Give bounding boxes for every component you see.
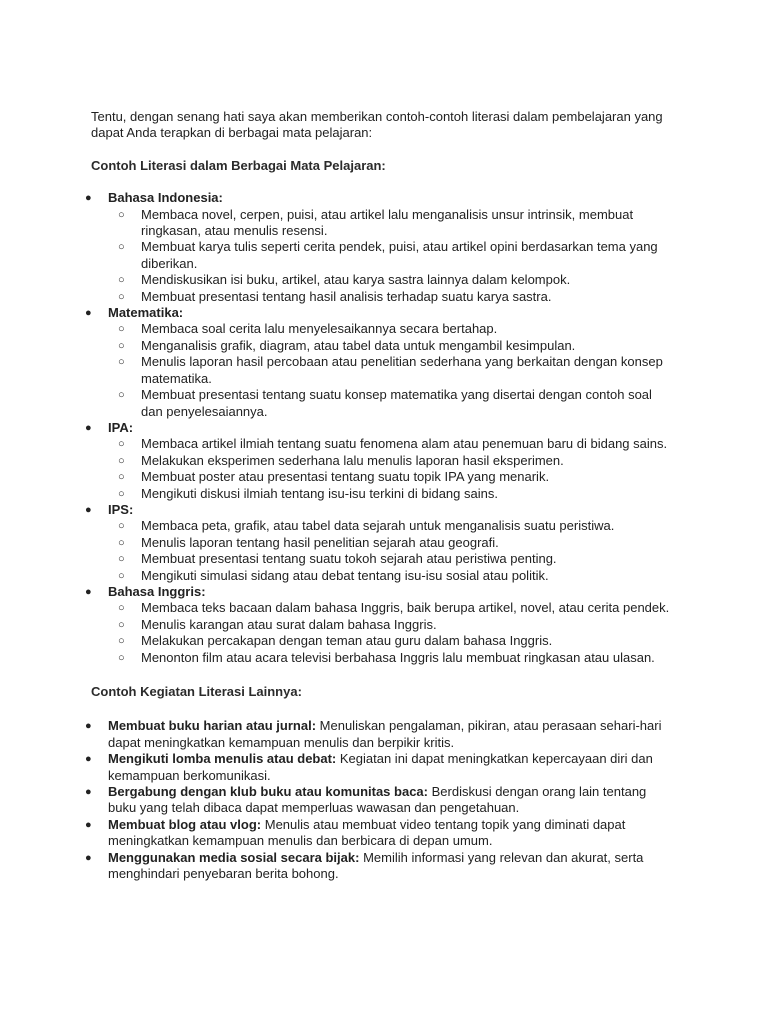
sublist-item — [108, 354, 677, 387]
sublist-item-text: Membaca soal cerita lalu menyelesaikannya secara bertahap. — [141, 321, 498, 337]
sublist-item — [108, 518, 677, 534]
hollow-bullet-icon: ○ — [118, 389, 125, 402]
activity-item — [85, 849, 677, 883]
sublist-item-text: Membuat presentasi tentang suatu tokoh sejarah atau peristiwa penting. — [141, 551, 557, 567]
filled-bullet-icon: ● — [85, 786, 92, 799]
activity-title: Bergabung dengan klub buku atau komunitas baca: — [108, 784, 428, 800]
hollow-bullet-icon: ○ — [118, 569, 125, 582]
activity-title: Membuat blog atau vlog: — [108, 816, 262, 832]
filled-bullet-icon: ● — [85, 720, 92, 733]
subject-sublist — [108, 207, 677, 305]
sublist-item — [108, 617, 677, 633]
sublist-item-text: Menulis karangan atau surat dalam bahasa Inggris. — [141, 616, 437, 632]
activity-title: Membuat buku harian atau jurnal: — [108, 718, 317, 734]
sublist-item — [108, 272, 677, 288]
hollow-bullet-icon: ○ — [118, 618, 125, 631]
activity-title: Mengikuti lomba menulis atau debat: — [108, 751, 337, 767]
document-page — [85, 109, 677, 882]
sublist-item — [108, 436, 677, 452]
subject-title: Bahasa Inggris: — [108, 583, 206, 599]
hollow-bullet-icon: ○ — [118, 651, 125, 664]
filled-bullet-icon: ● — [85, 503, 92, 516]
hollow-bullet-icon: ○ — [118, 487, 125, 500]
sublist-item-text: Menonton film atau acara televisi berbahasa Inggris lalu membuat ringkasan atau ulasan. — [141, 649, 655, 665]
activity-title: Menggunakan media sosial secara bijak: — [108, 849, 360, 865]
sublist-item-text: Membuat presentasi tentang suatu konsep matematika yang disertai dengan contoh soal dan penyelesaiannya. — [141, 387, 652, 419]
sublist-item — [108, 486, 677, 502]
sublist-item — [108, 338, 677, 354]
filled-bullet-icon: ● — [85, 818, 92, 831]
sublist-item-text: Membuat presentasi tentang hasil analisis terhadap suatu karya sastra. — [141, 288, 552, 304]
subject-sublist — [108, 436, 677, 502]
sublist-item — [108, 600, 677, 616]
sublist-item-text: Mengikuti diskusi ilmiah tentang isu-isu terkini di bidang sains. — [141, 485, 498, 501]
sublist-item — [108, 469, 677, 485]
subject-sublist — [108, 518, 677, 584]
subject-title: IPS: — [108, 501, 134, 517]
sublist-item-text: Menulis laporan hasil percobaan atau penelitian sederhana yang berkaitan dengan konsep matematika. — [141, 354, 663, 386]
subject-title: Matematika: — [108, 305, 184, 321]
subject-item — [85, 190, 677, 305]
hollow-bullet-icon: ○ — [118, 536, 125, 549]
sublist-item — [108, 568, 677, 584]
hollow-bullet-icon: ○ — [118, 635, 125, 648]
filled-bullet-icon: ● — [85, 192, 92, 205]
activity-item — [85, 816, 677, 850]
filled-bullet-icon: ● — [85, 585, 92, 598]
sublist-item — [108, 535, 677, 551]
activity-text: Kegiatan ini dapat meningkatkan kepercayaan diri dan kemampuan berkomunikasi. — [108, 751, 653, 783]
filled-bullet-icon: ● — [85, 421, 92, 434]
sublist-item-text: Membuat poster atau presentasi tentang suatu topik IPA yang menarik. — [141, 469, 550, 485]
sublist-item — [108, 289, 677, 305]
hollow-bullet-icon: ○ — [118, 438, 125, 451]
subject-title: Bahasa Indonesia: — [108, 190, 223, 206]
activity-item — [85, 718, 677, 751]
section-heading-activities: Contoh Kegiatan Literasi Lainnya: — [91, 684, 302, 699]
activity-text: Menuliskan pengalaman, pikiran, atau perasaan sehari-hari dapat meningkatkan kemampuan menulis dan berpikir kritis. — [108, 718, 662, 750]
sublist-item-text: Melakukan percakapan dengan teman atau guru dalam bahasa Inggris. — [141, 633, 553, 649]
activity-item — [85, 784, 677, 817]
sublist-item-text: Mendiskusikan isi buku, artikel, atau karya sastra lainnya dalam kelompok. — [141, 272, 571, 288]
sublist-item — [108, 633, 677, 649]
section-heading-subjects: Contoh Literasi dalam Berbagai Mata Pelajaran: — [91, 157, 386, 173]
subject-sublist — [108, 600, 677, 666]
hollow-bullet-icon: ○ — [118, 356, 125, 369]
activity-text: Berdiskusi dengan orang lain tentang buku yang telah dibaca dapat memperluas wawasan dan pengetahuan. — [108, 784, 647, 816]
sublist-item-text: Membaca teks bacaan dalam bahasa Inggris, baik berupa artikel, novel, atau cerita pendek. — [141, 600, 670, 616]
sublist-item — [108, 207, 677, 240]
hollow-bullet-icon: ○ — [118, 339, 125, 352]
hollow-bullet-icon: ○ — [118, 553, 125, 566]
sublist-item — [108, 650, 677, 666]
sublist-item-text: Menganalisis grafik, diagram, atau tabel data untuk mengambil kesimpulan. — [141, 337, 576, 353]
sublist-item — [108, 387, 677, 420]
sublist-item-text: Membaca peta, grafik, atau tabel data sejarah untuk menganalisis suatu peristiwa. — [141, 518, 615, 534]
sublist-item-text: Melakukan eksperimen sederhana lalu menulis laporan hasil eksperimen. — [141, 452, 564, 468]
subject-sublist — [108, 321, 677, 419]
hollow-bullet-icon: ○ — [118, 602, 125, 615]
subject-item — [85, 305, 677, 420]
sublist-item-text: Mengikuti simulasi sidang atau debat tentang isu-isu sosial atau politik. — [141, 567, 549, 583]
subject-title: IPA: — [108, 419, 134, 435]
hollow-bullet-icon: ○ — [118, 454, 125, 467]
sublist-item — [108, 239, 677, 272]
subject-item — [85, 501, 677, 584]
sublist-item-text: Membaca novel, cerpen, puisi, atau artikel lalu menganalisis unsur intrinsik, membuat ringkasan, atau menulis resensi. — [141, 206, 634, 239]
sublist-item — [108, 551, 677, 567]
hollow-bullet-icon: ○ — [118, 471, 125, 484]
subject-list — [85, 190, 677, 666]
subject-item — [85, 583, 677, 666]
hollow-bullet-icon: ○ — [118, 290, 125, 303]
activity-item — [85, 751, 677, 784]
hollow-bullet-icon: ○ — [118, 208, 125, 221]
sublist-item-text: Menulis laporan tentang hasil penelitian sejarah atau geografi. — [141, 534, 499, 550]
hollow-bullet-icon: ○ — [118, 323, 125, 336]
sublist-item-text: Membaca artikel ilmiah tentang suatu fenomena alam atau penemuan baru di bidang sains. — [141, 436, 668, 452]
filled-bullet-icon: ● — [85, 307, 92, 320]
hollow-bullet-icon: ○ — [118, 274, 125, 287]
sublist-item — [108, 321, 677, 337]
sublist-item-text: Membuat karya tulis seperti cerita pendek, puisi, atau artikel opini berdasarkan tema yang diberikan. — [141, 239, 658, 271]
activity-list — [85, 718, 677, 882]
sublist-item — [108, 453, 677, 469]
activity-text: Memilih informasi yang relevan dan akurat, serta menghindari penyebaran berita bohong. — [108, 849, 644, 882]
intro-paragraph: Tentu, dengan senang hati saya akan memberikan contoh-contoh literasi dalam pembelajaran yang dapat Anda terapkan di berbagai mata pelajaran: — [91, 109, 663, 141]
hollow-bullet-icon: ○ — [118, 241, 125, 254]
filled-bullet-icon: ● — [85, 753, 92, 766]
activity-text: Menulis atau membuat video tentang topik yang diminati dapat meningkatkan kemampuan menulis dan berbicara di depan umum. — [108, 816, 626, 849]
subject-item — [85, 419, 677, 502]
hollow-bullet-icon: ○ — [118, 520, 125, 533]
filled-bullet-icon: ● — [85, 851, 92, 864]
